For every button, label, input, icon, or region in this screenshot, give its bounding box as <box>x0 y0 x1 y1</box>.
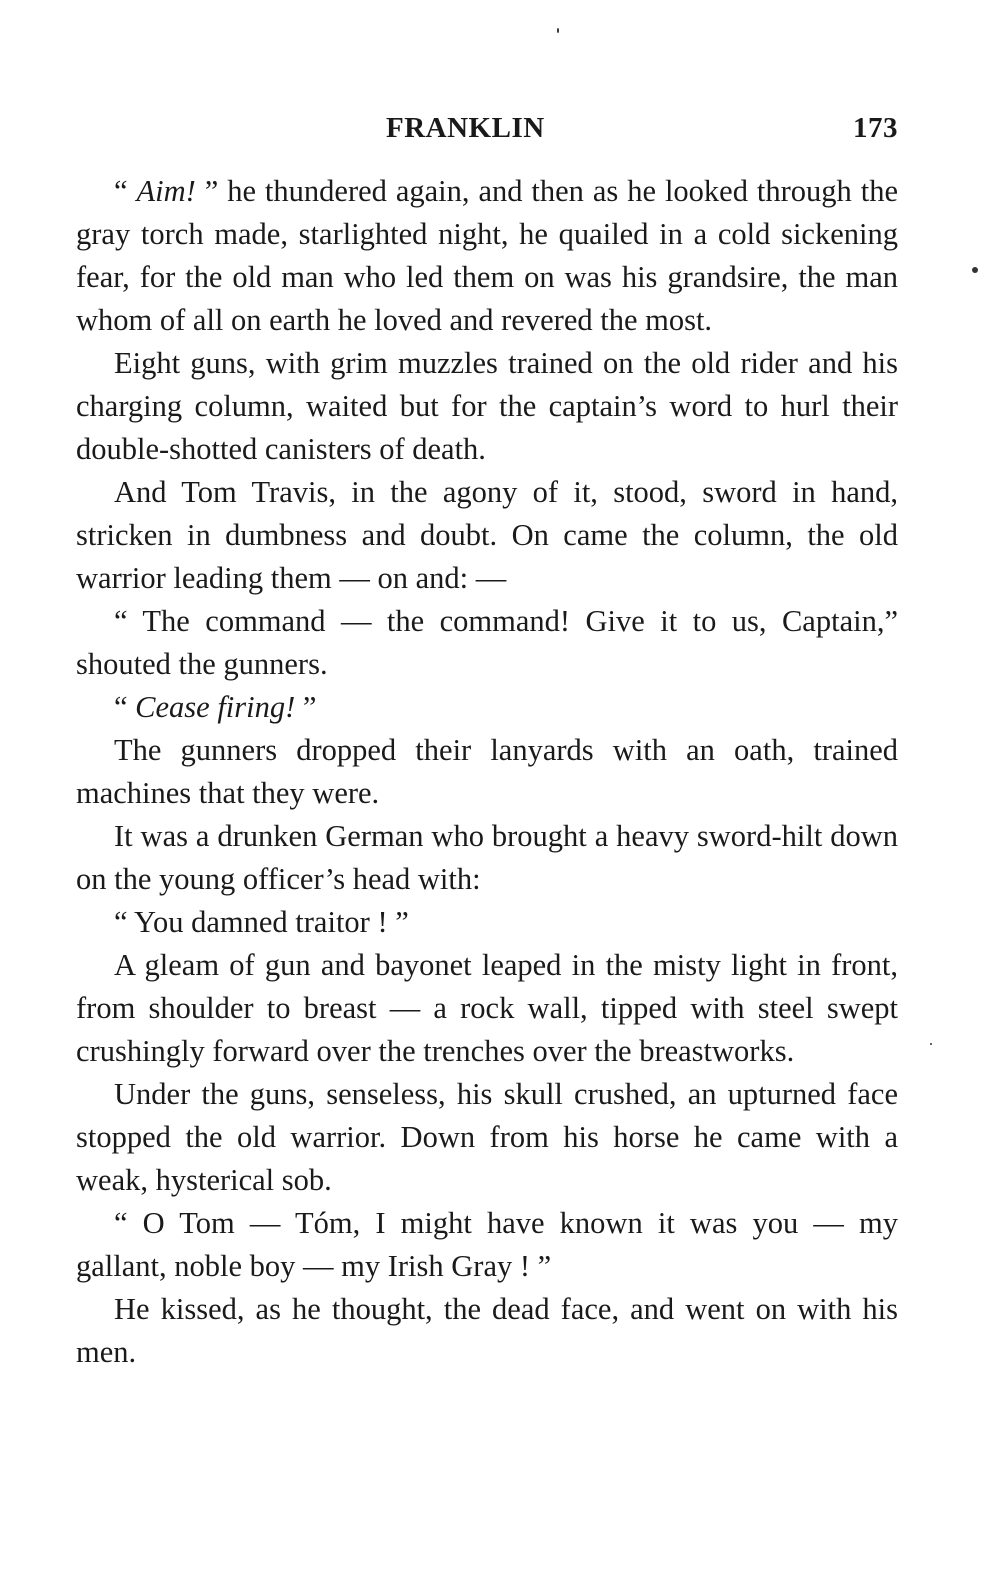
scan-speck <box>972 267 978 273</box>
italic-phrase: Aim! <box>136 174 196 208</box>
running-head <box>76 100 898 160</box>
paragraph: The gunners dropped their lanyards with an oath, trained machines that they were. <box>76 733 898 810</box>
italic-phrase: Cease firing! <box>135 690 296 724</box>
paragraph: Eight guns, with grim muzzles trained on the old rider and his charging column, waited but for the captain’s word to hurl their double-shotted canisters of death. <box>76 346 898 466</box>
page-number: 173 <box>853 112 898 144</box>
running-title: FRANKLIN <box>386 112 545 144</box>
book-page <box>76 100 898 1374</box>
paragraph: A gleam of gun and bayonet leaped in the misty light in front, from shoulder to breast — a rock wall, tipped with steel swept crushingly forward over the trenches over the breastworks. <box>76 948 898 1068</box>
paragraph: “ The command — the command! Give it to us, Captain,” shouted the gunners. <box>76 604 898 681</box>
paragraph: And Tom Travis, in the agony of it, stood, sword in hand, stricken in dumbness and doubt. On came the column, the old warrior leading them — on and: — <box>76 475 898 595</box>
paragraph: He kissed, as he thought, the dead face, and went on with his men. <box>76 1292 898 1369</box>
body-text <box>76 170 898 1374</box>
paragraph: Under the guns, senseless, his skull crushed, an upturned face stopped the old warrior. Down from his horse he came with a weak, hysterical sob. <box>76 1077 898 1197</box>
scan-speck <box>930 1043 932 1045</box>
paragraph: “ Cease firing! ” <box>114 690 317 724</box>
scan-speck <box>557 28 559 33</box>
paragraph: It was a drunken German who brought a heavy sword-hilt down on the young officer’s head with: <box>76 819 898 896</box>
paragraph: “ O Tom — Tóm, I might have known it was you — my gallant, noble boy — my Irish Gray ! ” <box>76 1206 898 1283</box>
paragraph: “ Aim! ” he thundered again, and then as he looked through the gray torch made, starlighted night, he quailed in a cold sickening fear, for the old man who led them on was his grandsire, the man whom of all on earth he loved and revered the most. <box>76 174 898 337</box>
paragraph: “ You damned traitor ! ” <box>114 905 409 939</box>
